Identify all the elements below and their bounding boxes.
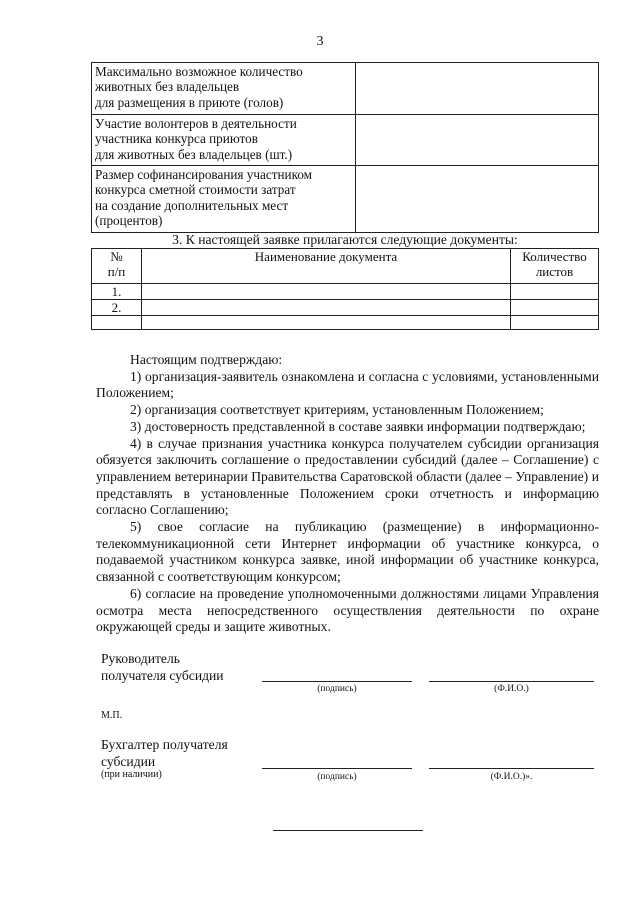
accountant-signature-line[interactable] [262,768,412,769]
attachments-table [91,248,599,330]
row-number: 1. [92,284,142,300]
col-header-count: Количество листов [511,249,599,284]
row-doc-name[interactable] [142,284,511,300]
confirm-block [96,352,599,636]
confirm-item: 6) согласие на проведение уполномоченными должностями лицами Управления осмотра места непосредственного осуществления деятельности по охране окружающей среды и защите животных. [96,585,599,635]
row-sheet-count[interactable] [511,316,599,330]
row-number [92,316,142,330]
head-fio-line[interactable] [429,681,594,682]
row-sheet-count[interactable] [511,300,599,316]
row-number: 2. [92,300,142,316]
end-separator-line [273,830,423,831]
stamp-label: М.П. [101,710,123,721]
table-row [92,115,599,166]
table-row [92,166,599,233]
info-table [91,62,599,233]
confirm-item: 3) достоверность представленной в составе заявки информации подтверждаю; [130,418,586,434]
table-row [92,300,599,316]
signature-caption: (подпись) [317,772,357,782]
row-doc-name[interactable] [142,316,511,330]
fio-caption: (Ф.И.О.) [494,684,529,694]
col-header-num: № п/п [92,249,142,284]
row-label: Размер софинансирования участником конкурса сметной стоимости затрат на создание дополнительных мест (процентов) [92,166,356,233]
row-doc-name[interactable] [142,300,511,316]
confirm-item: 2) организация соответствует критериям, установленным Положением; [130,402,544,418]
row-value[interactable] [356,115,599,166]
accountant-signature-label: Бухгалтер получателя субсидии [101,737,228,769]
accountant-fio-line[interactable] [429,768,594,769]
table-row [92,316,599,330]
head-signature-line[interactable] [262,681,412,682]
row-sheet-count[interactable] [511,284,599,300]
row-value[interactable] [356,166,599,233]
head-signature-label: Руководитель получателя субсидии [101,651,224,683]
signature-caption: (подпись) [317,684,357,694]
table-row [92,284,599,300]
confirm-intro: Настоящим подтверждаю: [130,352,283,367]
row-label: Участие волонтеров в деятельности участника конкурса приютов для животных без владельцев (шт.) [92,115,356,166]
attachments-heading: 3. К настоящей заявке прилагаются следующие документы: [172,232,518,247]
confirm-item: 1) организация-заявитель ознакомлена и согласна с условиями, установленными Положением; [96,368,599,401]
table-row [92,63,599,115]
confirm-item: 5) свое согласие на публикацию (размещение) в информационно-телекоммуникационной сети Интернет информации об участнике конкурса, о подаваемой участником конкурса заявке, иной информации об участнике конкурса, связанной с соответствующим конкурсом; [96,519,599,585]
page-number: 3 [316,34,324,49]
accountant-note: (при наличии) [101,769,162,780]
row-label: Максимально возможное количество животных без владельцев для размещения в приюте (голов) [92,63,356,115]
col-header-name: Наименование документа [142,249,511,284]
row-value[interactable] [356,63,599,115]
fio-caption: (Ф.И.О.)». [490,772,533,782]
table-header-row [92,249,599,284]
confirm-item: 4) в случае признания участника конкурса получателем субсидии организация обязуется заключить соглашение о предоставлении субсидий (далее – Соглашение) с управлением ветеринарии Правительства Саратовской области (далее – Управление) и представлять в установленные Положением сроки отчетность и информацию согласно Соглашению; [96,435,599,518]
